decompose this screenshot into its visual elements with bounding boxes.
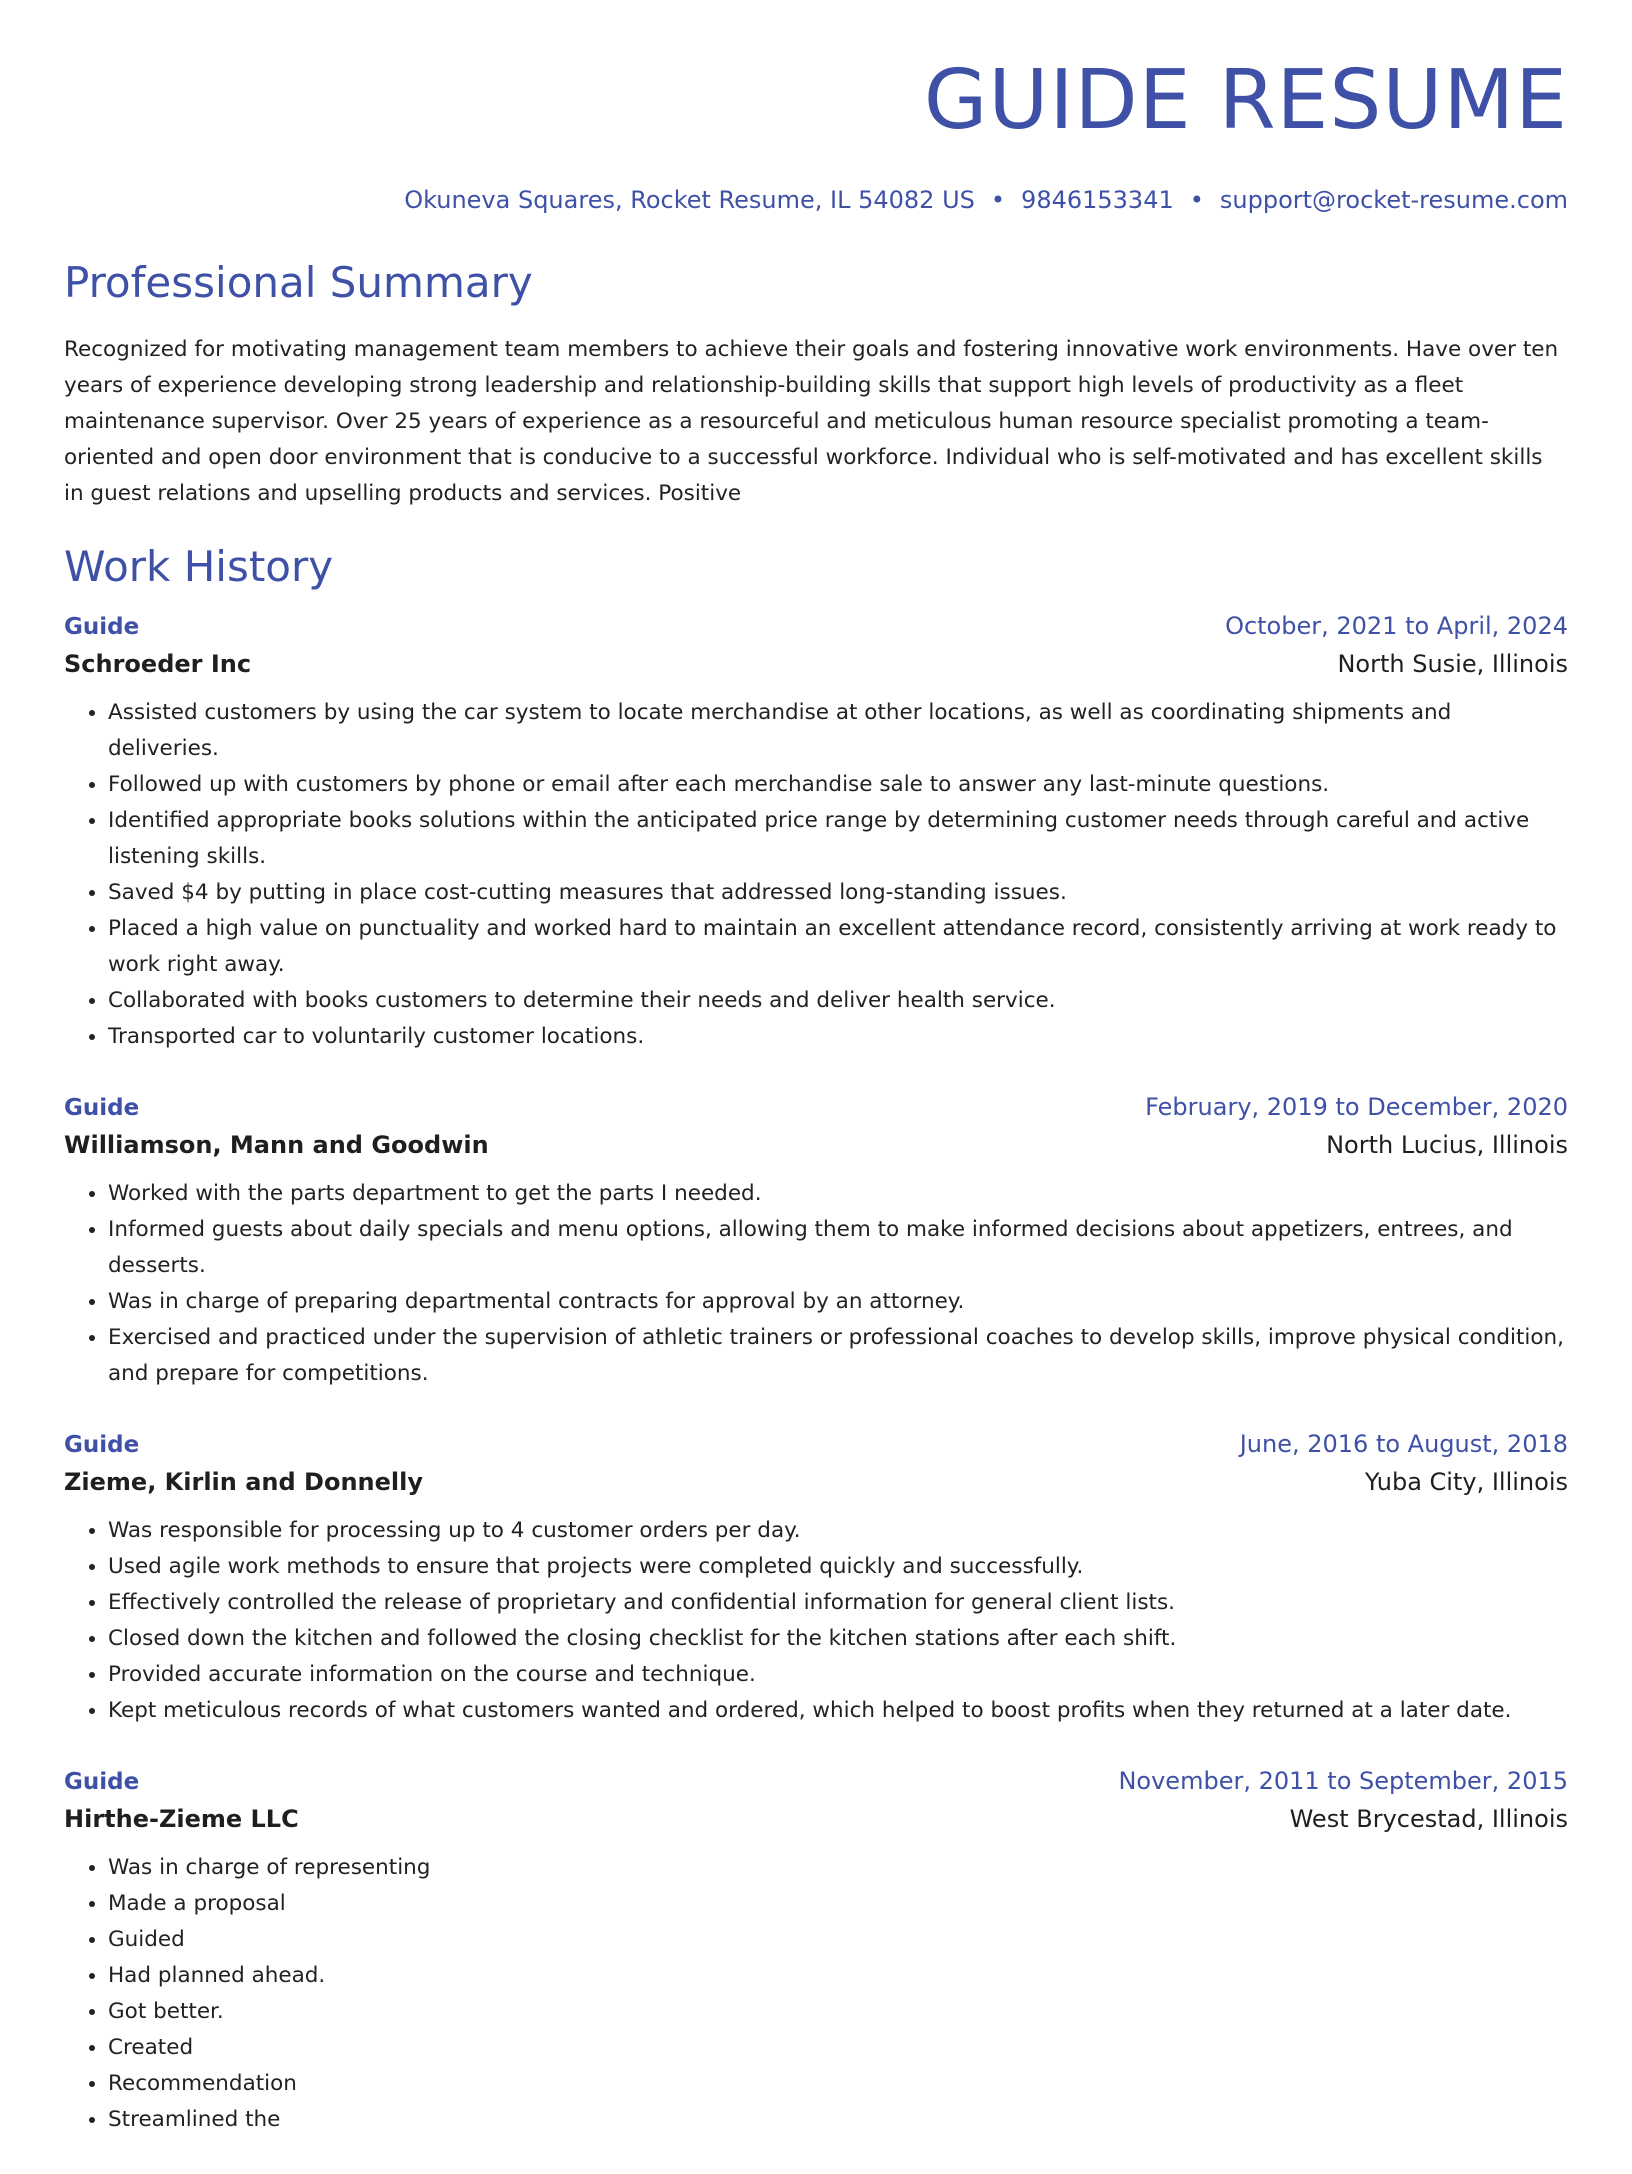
duty-item: • Identified appropriate books solutions within the anticipated price range by determining customer needs through careful and active listening skills. (108, 803, 1568, 875)
duty-item: • Used agile work methods to ensure that projects were completed quickly and successfully. (108, 1549, 1568, 1585)
job-location: North Lucius, Illinois (1326, 1131, 1568, 1159)
duty-item: • Streamlined the (108, 2102, 1568, 2138)
job-duties (64, 1513, 1568, 1729)
contact-phone: 9846153341 (1021, 186, 1174, 214)
duty-item: • Exercised and practiced under the supervision of athletic trainers or professional coaches to develop skills, improve physical condition, and prepare for competitions. (108, 1320, 1568, 1392)
resume-page (64, 0, 1568, 2174)
company-name: Hirthe-Zieme LLC (64, 1805, 299, 1833)
duty-item: • Worked with the parts department to get the parts I needed. (108, 1176, 1568, 1212)
duty-item: • Made a proposal (108, 1886, 1568, 1922)
job-entry (64, 1091, 1568, 1392)
duty-item: • Got better. (108, 1994, 1568, 2030)
contact-email[interactable]: support@rocket-resume.com (1219, 186, 1568, 214)
job-location: West Brycestad, Illinois (1289, 1805, 1568, 1833)
duty-item: • Transported car to voluntarily customer locations. (108, 1019, 1568, 1055)
summary-text: Recognized for motivating management team members to achieve their goals and fostering innovative work environments. Have over ten years of experience developing strong leadership and relationship-building skills that support high levels of productivity as a fleet maintenance supervisor. Over 25 years of experience as a resourceful and meticulous human resource specialist promoting a team-oriented and open door environment that is conducive to a successful workforce. Individual who is self-motivated and has excellent skills in guest relations and upselling products and services. Positive (64, 337, 1559, 506)
duty-item: • Assisted customers by using the car system to locate merchandise at other locations, as well as coordinating shipments and deliveries. (108, 695, 1568, 767)
duty-item: • Saved $4 by putting in place cost-cutting measures that addressed long-standing issues. (108, 875, 1568, 911)
contact-separator: • (990, 186, 1006, 214)
contact-line (64, 186, 1568, 214)
duty-item: • Had planned ahead. (108, 1958, 1568, 1994)
job-duties (64, 695, 1568, 1055)
duty-item: • Collaborated with books customers to determine their needs and deliver health service. (108, 983, 1568, 1019)
contact-address: Okuneva Squares, Rocket Resume, IL 54082 US (404, 186, 975, 214)
contact-separator: • (1189, 186, 1204, 214)
summary-heading: Professional Summary (64, 258, 533, 307)
job-dates: June, 2016 to August, 2018 (1239, 1430, 1568, 1458)
job-dates: October, 2021 to April, 2024 (1225, 612, 1568, 640)
company-name: Williamson, Mann and Goodwin (64, 1131, 489, 1159)
job-duties (64, 1850, 1568, 2138)
duty-item: • Placed a high value on punctuality and worked hard to maintain an excellent attendance record, consistently arriving at work ready to work right away. (108, 911, 1568, 983)
job-title: Guide (64, 1769, 140, 1795)
duty-item: • Was responsible for processing up to 4 customer orders per day. (108, 1513, 1568, 1549)
duty-item: • Created (108, 2030, 1568, 2066)
job-dates: November, 2011 to September, 2015 (1118, 1767, 1568, 1795)
company-name: Zieme, Kirlin and Donnelly (64, 1468, 423, 1496)
job-dates: February, 2019 to December, 2020 (1145, 1093, 1568, 1121)
duty-item: • Closed down the kitchen and followed the closing checklist for the kitchen stations after each shift. (108, 1621, 1568, 1657)
job-location: Yuba City, Illinois (1364, 1468, 1568, 1496)
job-entry (64, 610, 1568, 1055)
duty-item: • Provided accurate information on the course and technique. (108, 1657, 1568, 1693)
duty-item: • Recommendation (108, 2066, 1568, 2102)
duty-item: • Informed guests about daily specials and menu options, allowing them to make informed decisions about appetizers, entrees, and desserts. (108, 1212, 1568, 1284)
duty-item: • Followed up with customers by phone or email after each merchandise sale to answer any last-minute questions. (108, 767, 1568, 803)
job-location: North Susie, Illinois (1337, 650, 1568, 678)
job-duties (64, 1176, 1568, 1392)
work-history-heading: Work History (64, 542, 334, 591)
job-title: Guide (64, 1095, 140, 1121)
resume-name: GUIDE RESUME (923, 53, 1568, 148)
work-history-list (64, 610, 1568, 2138)
job-entry (64, 1428, 1568, 1729)
job-title: Guide (64, 1432, 140, 1458)
duty-item: • Was in charge of preparing departmental contracts for approval by an attorney. (108, 1284, 1568, 1320)
duty-item: • Guided (108, 1922, 1568, 1958)
job-entry (64, 1765, 1568, 2138)
duty-item: • Was in charge of representing (108, 1850, 1568, 1886)
job-title: Guide (64, 614, 140, 640)
duty-item: • Effectively controlled the release of proprietary and confidential information for general client lists. (108, 1585, 1568, 1621)
company-name: Schroeder Inc (64, 650, 252, 678)
duty-item: • Kept meticulous records of what customers wanted and ordered, which helped to boost profits when they returned at a later date. (108, 1693, 1568, 1729)
